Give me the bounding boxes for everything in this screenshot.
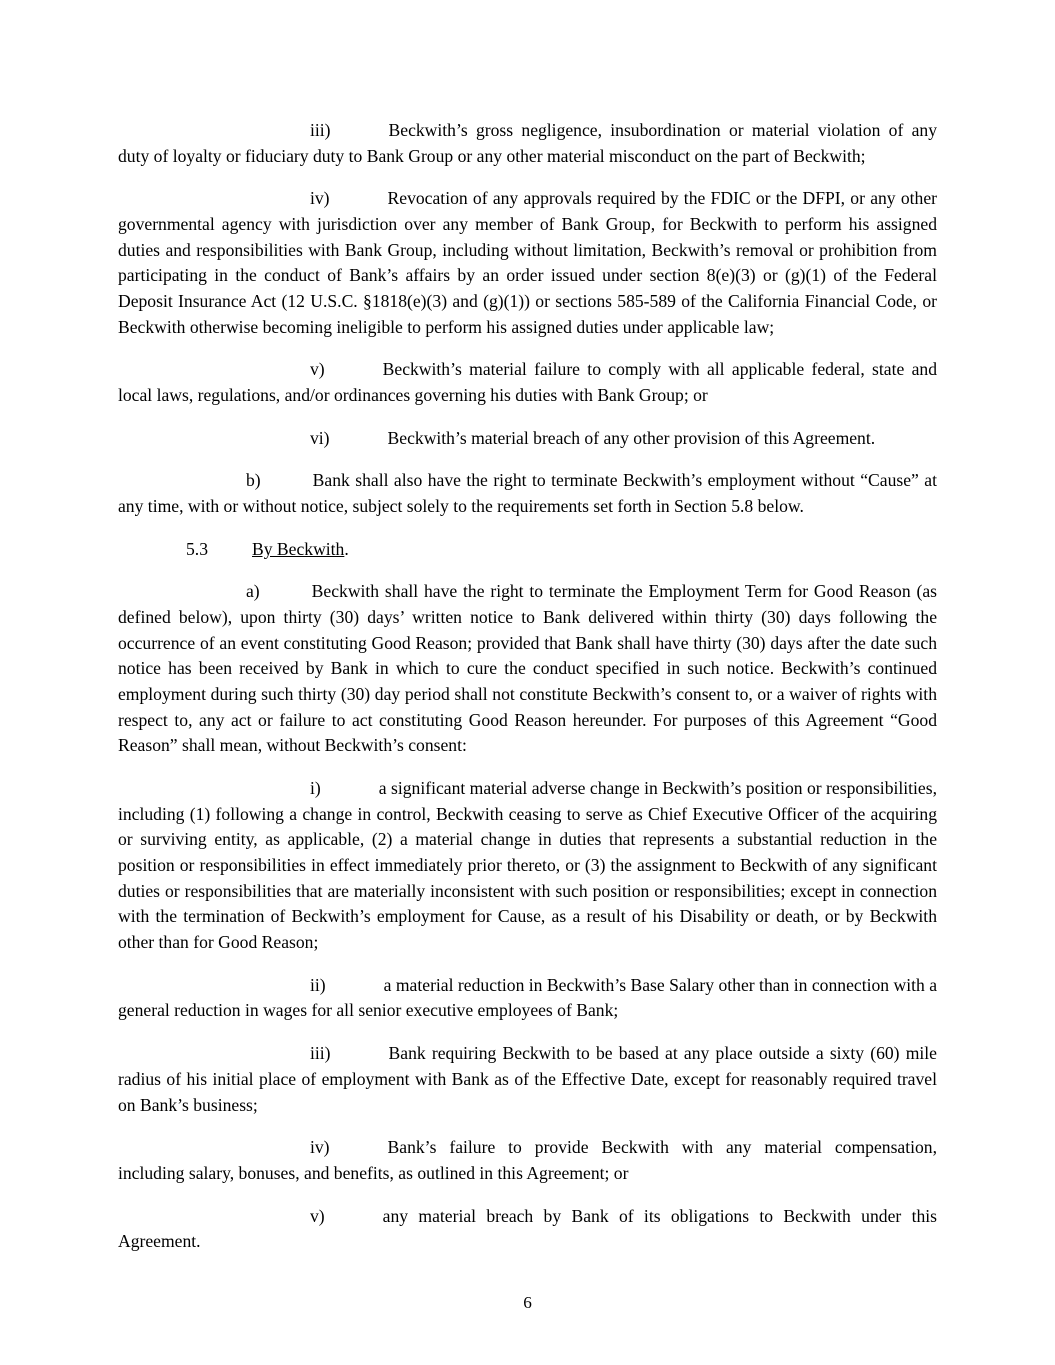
list-marker: v) xyxy=(310,1205,325,1226)
list-marker: iii) xyxy=(310,1043,331,1064)
list-marker: v) xyxy=(310,359,325,380)
paragraph-clause-5-3-a xyxy=(118,579,937,759)
paragraph-clause-b xyxy=(118,468,937,519)
paragraph-text: Revocation of any approvals required by the FDIC or the DFPI, or any other governmental agency with jurisdiction over any member of Bank Group, for Beckwith to perform his assigned duties and responsibilities with Bank Group, including without limitation, Beckwith’s removal or prohibition from participating in the conduct of Bank’s affairs by an order issued under section 8(e)(3) or (g)(1) of the Federal Deposit Insurance Act (12 U.S.C. §1818(e)(3) and (g)(1)) or sections 585-589 of the California Financial Code, or Beckwith otherwise becoming ineligible to perform his assigned duties under applicable law; xyxy=(118,188,937,337)
list-marker: i) xyxy=(310,778,321,799)
paragraph-text: a significant material adverse change in Beckwith’s position or responsibilities, including (1) following a change in control, Beckwith ceasing to serve as Chief Executive Officer of the acquiring or surviving entity, as applicable, (2) a material change in duties that represents a substantial reduction in the position or responsibilities in effect immediately prior thereto, or (3) the assignment to Beckwith of any significant duties or responsibilities that are materially inconsistent with such position or responsibilities; except in connection with the termination of Beckwith’s employment for Cause, as a result of his Disability or death, or by Beckwith other than for Good Reason; xyxy=(118,778,937,953)
list-marker: vi) xyxy=(310,427,330,448)
paragraph-clause-5-3-a-iv xyxy=(118,1135,937,1186)
section-title: By Beckwith xyxy=(252,538,345,559)
paragraph-clause-5-3-a-v xyxy=(118,1204,937,1255)
section-number: 5.3 xyxy=(186,538,208,559)
list-marker: iv) xyxy=(310,188,330,209)
paragraph-text: Beckwith’s material breach of any other provision of this Agreement. xyxy=(387,427,876,448)
page-number: 6 xyxy=(523,1293,532,1312)
section-heading-5-3 xyxy=(118,537,937,563)
paragraph-text: Bank requiring Beckwith to be based at any place outside a sixty (60) mile radius of his initial place of employment with Bank as of the Effective Date, except for reasonably required travel on Bank’s business; xyxy=(118,1043,937,1115)
section-title-suffix: . xyxy=(344,538,349,559)
paragraph-text: a material reduction in Beckwith’s Base Salary other than in connection with a general reduction in wages for all senior executive employees of Bank; xyxy=(118,974,937,1021)
paragraph-text: Beckwith shall have the right to terminate the Employment Term for Good Reason (as defined below), upon thirty (30) days’ written notice to Bank delivered within thirty (30) days following the occurrence of an event constituting Good Reason; provided that Bank shall have thirty (30) days after the date such notice has been received by Bank in which to cure the conduct specified in such notice. Beckwith’s continued employment during such thirty (30) day period shall not constitute Beckwith’s consent to, or a waiver of rights with respect to, any act or failure to act constituting Good Reason hereunder. For purposes of this Agreement “Good Reason” shall mean, without Beckwith’s consent: xyxy=(118,581,937,756)
document-body xyxy=(118,118,937,1255)
list-marker: iii) xyxy=(310,120,331,140)
paragraph-clause-a-iii xyxy=(118,118,937,169)
list-marker: ii) xyxy=(310,974,326,995)
paragraph-text: Bank shall also have the right to terminate Beckwith’s employment without “Cause” at any time, with or without notice, subject solely to the requirements set forth in Section 5.8 below. xyxy=(118,470,937,517)
paragraph-clause-5-3-a-iii xyxy=(118,1041,937,1118)
list-marker: a) xyxy=(246,581,260,602)
list-marker: b) xyxy=(246,470,261,491)
paragraph-text: Bank’s failure to provide Beckwith with any material compensation, including salary, bonuses, and benefits, as outlined in this Agreement; or xyxy=(118,1137,937,1183)
paragraph-text: Beckwith’s gross negligence, insubordination or material violation of any duty of loyalty or fiduciary duty to Bank Group or any other material misconduct on the part of Beckwith; xyxy=(118,120,937,166)
paragraph-clause-5-3-a-ii xyxy=(118,973,937,1024)
list-marker: iv) xyxy=(310,1137,330,1158)
paragraph-clause-5-3-a-i xyxy=(118,776,937,956)
paragraph-clause-a-vi xyxy=(118,426,937,452)
paragraph-clause-a-v xyxy=(118,357,937,408)
paragraph-text: any material breach by Bank of its obligations to Beckwith under this Agreement. xyxy=(118,1205,937,1252)
paragraph-clause-a-iv xyxy=(118,186,937,340)
paragraph-text: Beckwith’s material failure to comply with all applicable federal, state and local laws, regulations, and/or ordinances governing his duties with Bank Group; or xyxy=(118,359,937,406)
